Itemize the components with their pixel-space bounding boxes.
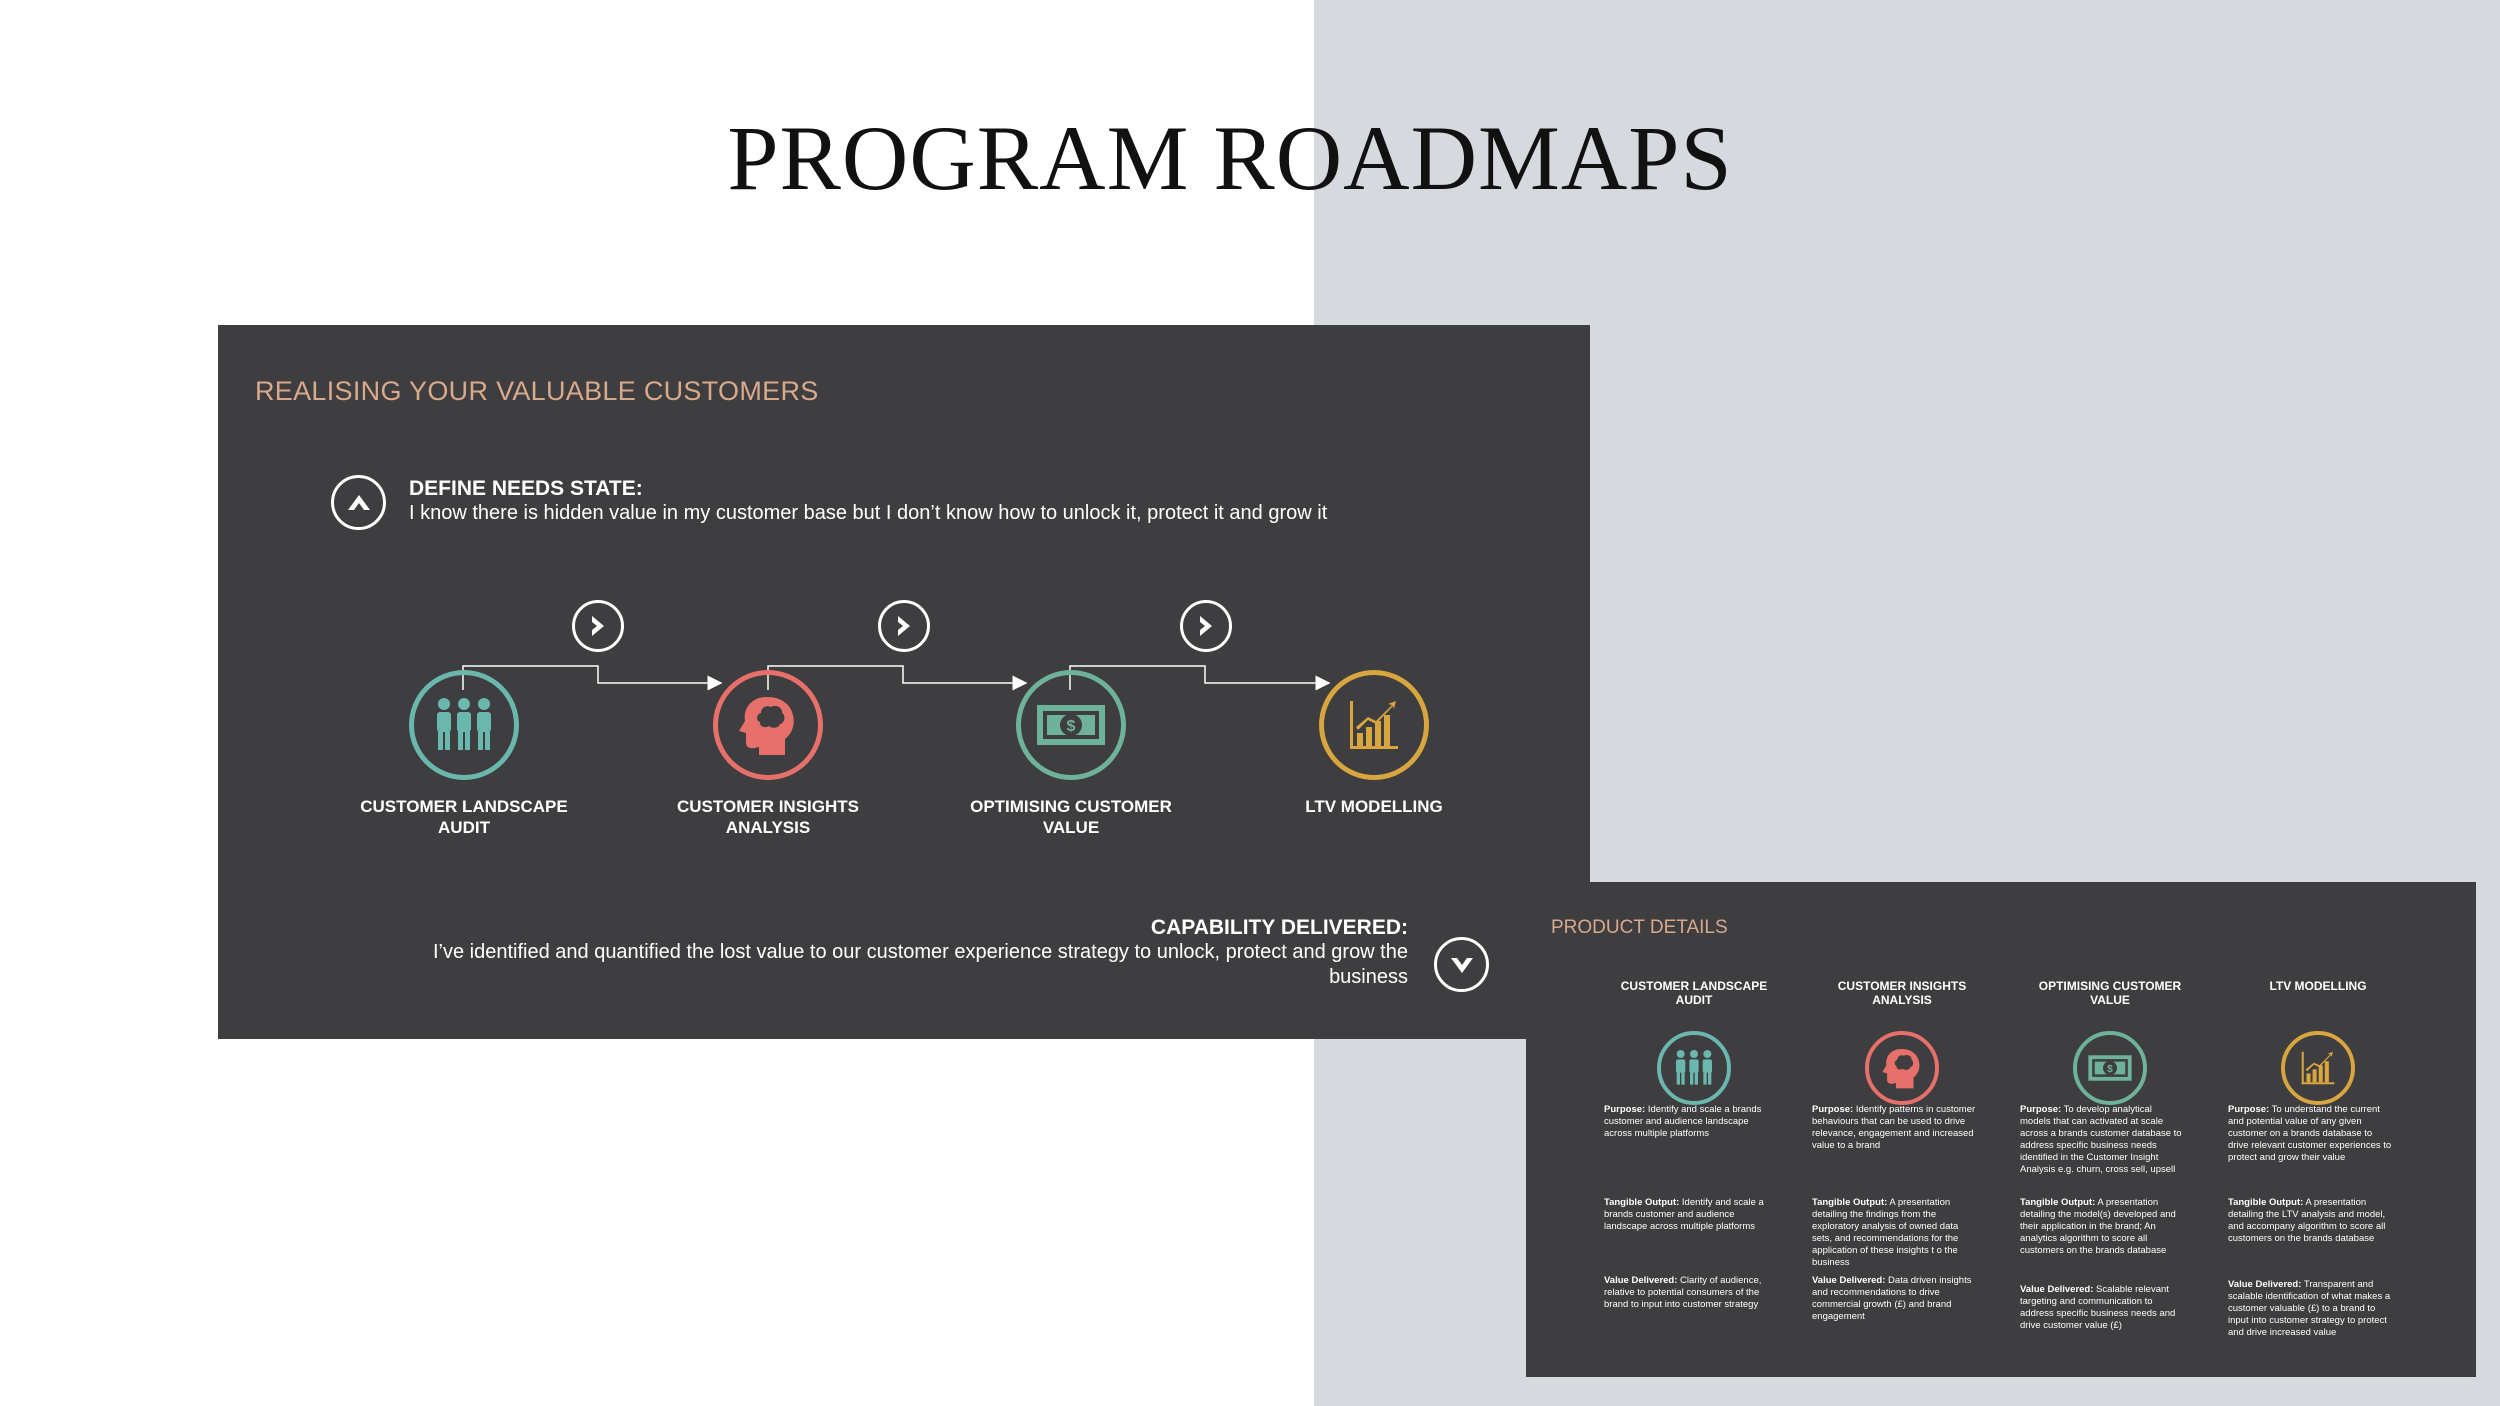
value-delivered-text: Value Delivered: Scalable relevant targeting and communication to address specific business needs and drive customer value (£) — [2020, 1284, 2176, 1331]
slide-heading: PRODUCT DETAILS — [1551, 917, 1728, 938]
column-title: CUSTOMER LANDSCAPE AUDIT — [1620, 979, 1768, 1007]
people-icon — [409, 670, 519, 780]
purpose-text: Purpose: Identify and scale a brands customer and audience landscape across multiple platforms — [1604, 1104, 1762, 1139]
head-brain-icon — [1865, 1031, 1939, 1105]
people-icon — [1657, 1031, 1731, 1105]
step-label: OPTIMISING CUSTOMER VALUE — [970, 797, 1172, 837]
tangible-output-text: Tangible Output: A presentation detailing the LTV analysis and model, and accompany algorithm to score all customers on the brands database — [2228, 1197, 2386, 1244]
product-column-ltv-modelling — [2228, 979, 2408, 1338]
value-delivered-text: Value Delivered: Data driven insights and recommendations to drive commercial growth (£) and brand engagement — [1812, 1275, 1972, 1322]
chevron-right-icon — [1180, 600, 1232, 652]
column-title: LTV MODELLING — [2269, 979, 2367, 993]
value-delivered-text: Value Delivered: Clarity of audience, relative to potential consumers of the brand to input into customer strategy — [1604, 1275, 1762, 1310]
purpose-text: Purpose: Identify patterns in customer behaviours that can be used to drive relevance, engagement and increased value to a brand — [1812, 1104, 1976, 1151]
money-icon — [2073, 1031, 2147, 1105]
head-brain-icon — [713, 670, 823, 780]
step-label: LTV MODELLING — [1305, 797, 1443, 816]
product-column-optimising-customer-value — [2020, 979, 2200, 1331]
purpose-text: Purpose: To develop analytical models that can activated at scale across a brands customer database to address specific business needs identified in the Customer Insight Analysis e.g. churn, cross sell, upsell — [2020, 1104, 2182, 1175]
value-delivered-text: Value Delivered: Transparent and scalable identification of what makes a customer valuable (£) to a brand to input into customer strategy to protect and drive increased value — [2228, 1279, 2391, 1338]
column-title: CUSTOMER INSIGHTS ANALYSIS — [1837, 979, 1967, 1007]
chevron-right-icon — [878, 600, 930, 652]
purpose-text: Purpose: To understand the current and potential value of any given customer on a brands database to drive relevant customer experiences to protect and grow their value — [2228, 1104, 2392, 1163]
svg-text:$: $ — [1066, 718, 1076, 735]
step-label: CUSTOMER LANDSCAPE AUDIT — [360, 797, 568, 837]
capability-title: CAPABILITY DELIVERED: — [1150, 916, 1408, 939]
slide-heading: REALISING YOUR VALUABLE CUSTOMERS — [255, 376, 819, 406]
chevron-down-icon — [1434, 937, 1489, 992]
chevron-right-icon — [572, 600, 624, 652]
bar-chart-icon — [1319, 670, 1429, 780]
needs-state-text: I know there is hidden value in my customer base but I don’t know how to unlock it, protect it and grow it — [409, 502, 1328, 524]
column-title: OPTIMISING CUSTOMER VALUE — [2038, 979, 2182, 1007]
needs-state-title: DEFINE NEEDS STATE: — [409, 477, 643, 500]
roadmap-slide — [218, 325, 1590, 1039]
money-icon — [1016, 670, 1126, 780]
page-title: PROGRAM ROADMAPS — [727, 107, 1733, 209]
capability-text: I’ve identified and quantified the lost value to our customer experience strategy to unlock, protect and grow the business — [432, 941, 1408, 988]
step-label: CUSTOMER INSIGHTS ANALYSIS — [677, 797, 859, 837]
product-details-slide — [1526, 882, 2476, 1377]
tangible-output-text: Tangible Output: A presentation detailing the model(s) developed and their application in the brand; An analytics algorithm to score all customers on the brands database — [2020, 1197, 2176, 1256]
bar-chart-icon — [2281, 1031, 2355, 1105]
svg-text:$: $ — [2107, 1063, 2113, 1075]
product-column-customer-landscape-audit — [1604, 979, 1784, 1310]
tangible-output-text: Tangible Output: A presentation detailing the findings from the exploratory analysis of owned data sets, and recommendations for the application of these insights t o the business — [1812, 1197, 1959, 1268]
product-column-customer-insights-analysis — [1812, 979, 1992, 1322]
tangible-output-text: Tangible Output: Identify and scale a brands customer and audience landscape across multiple platforms — [1604, 1197, 1764, 1232]
